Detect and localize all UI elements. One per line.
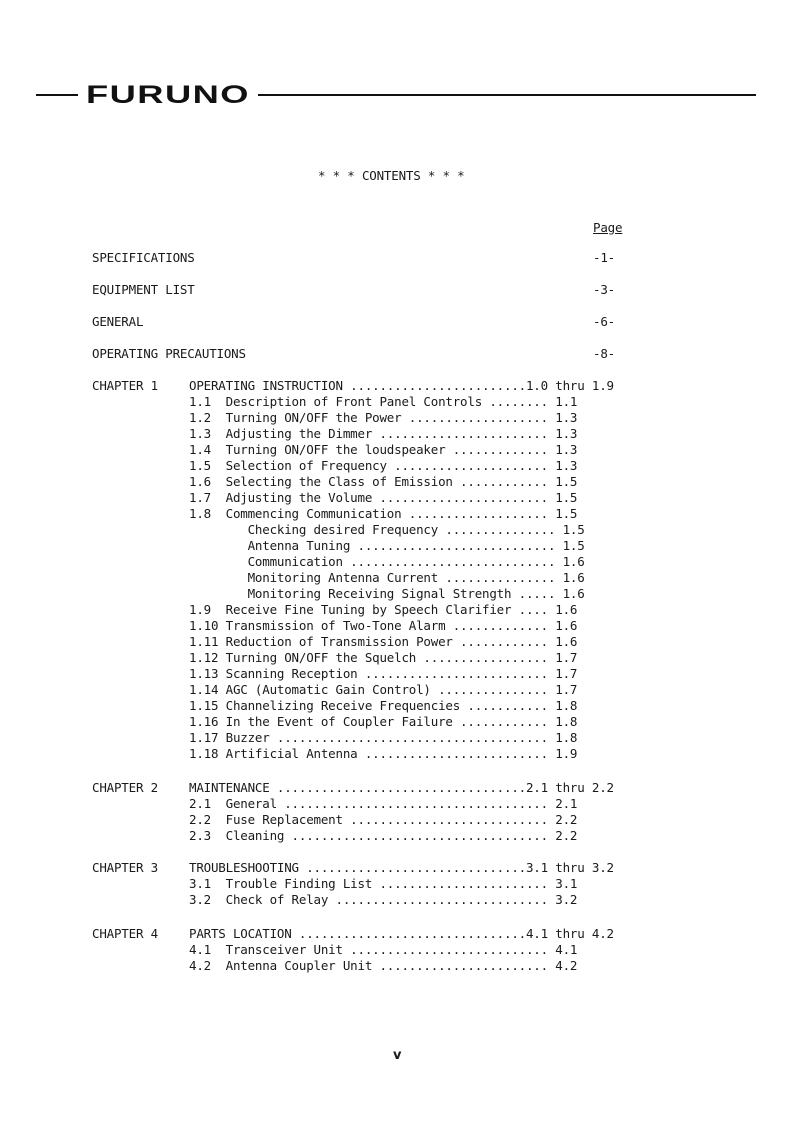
chapter-2-label: CHAPTER 2	[92, 780, 158, 795]
toc-item: 1.8 Commencing Communication ................... 1.5	[189, 506, 578, 521]
chapter-2-title: MAINTENANCE ..................................2.1 thru 2.2	[189, 780, 614, 795]
chapter-1-title: OPERATING INSTRUCTION ........................1.0 thru 1.9	[189, 378, 614, 393]
toc-item: 4.2 Antenna Coupler Unit ....................... 4.2	[189, 958, 578, 973]
toc-subitem: Checking desired Frequency ............... 1.5	[189, 522, 585, 537]
toc-item: 1.11 Reduction of Transmission Power ............ 1.6	[189, 634, 578, 649]
toc-item: 1.3 Adjusting the Dimmer ....................... 1.3	[189, 426, 578, 441]
toc-subitem: Monitoring Antenna Current ............... 1.6	[189, 570, 585, 585]
chapter-4-label: CHAPTER 4	[92, 926, 158, 941]
section-specifications-page: -1-	[593, 250, 615, 265]
toc-item: 1.15 Channelizing Receive Frequencies ........... 1.8	[189, 698, 578, 713]
furuno-logo	[86, 82, 252, 106]
header-rule-left	[36, 94, 78, 96]
toc-item: 1.9 Receive Fine Tuning by Speech Clarifier .... 1.6	[189, 602, 578, 617]
contents-title: * * * CONTENTS * * *	[318, 168, 465, 183]
toc-item: 1.17 Buzzer ..................................... 1.8	[189, 730, 578, 745]
toc-item: 3.1 Trouble Finding List ....................... 3.1	[189, 876, 578, 891]
page-number: v	[393, 1048, 402, 1063]
section-equipment-list-title: EQUIPMENT LIST	[92, 282, 195, 297]
chapter-1-label: CHAPTER 1	[92, 378, 158, 393]
page-column-label: Page	[593, 220, 623, 235]
toc-item: 1.18 Artificial Antenna ......................... 1.9	[189, 746, 578, 761]
toc-item: 1.10 Transmission of Two-Tone Alarm ............. 1.6	[189, 618, 578, 633]
section-general-title: GENERAL	[92, 314, 144, 329]
chapter-4-title: PARTS LOCATION ...............................4.1 thru 4.2	[189, 926, 614, 941]
toc-item: 1.5 Selection of Frequency ..................... 1.3	[189, 458, 578, 473]
toc-item: 1.6 Selecting the Class of Emission ............ 1.5	[189, 474, 578, 489]
toc-item: 1.1 Description of Front Panel Controls ........ 1.1	[189, 394, 578, 409]
toc-item: 1.16 In the Event of Coupler Failure ............ 1.8	[189, 714, 578, 729]
toc-item: 4.1 Transceiver Unit ........................... 4.1	[189, 942, 578, 957]
section-general-page: -6-	[593, 314, 615, 329]
toc-item: 1.13 Scanning Reception ......................... 1.7	[189, 666, 578, 681]
chapter-3-title: TROUBLESHOOTING ..............................3.1 thru 3.2	[189, 860, 614, 875]
toc-item: 1.12 Turning ON/OFF the Squelch ................. 1.7	[189, 650, 578, 665]
toc-item: 2.1 General .................................... 2.1	[189, 796, 578, 811]
toc-item: 1.2 Turning ON/OFF the Power ................... 1.3	[189, 410, 578, 425]
svg-text:FURUNO: FURUNO	[86, 82, 250, 106]
section-operating-precautions-title: OPERATING PRECAUTIONS	[92, 346, 246, 361]
section-specifications-title: SPECIFICATIONS	[92, 250, 195, 265]
chapter-3-label: CHAPTER 3	[92, 860, 158, 875]
toc-item: 1.4 Turning ON/OFF the loudspeaker ............. 1.3	[189, 442, 578, 457]
toc-subitem: Monitoring Receiving Signal Strength ..... 1.6	[189, 586, 585, 601]
header-rule-right	[258, 94, 756, 96]
toc-subitem: Antenna Tuning ........................... 1.5	[189, 538, 585, 553]
toc-item: 2.3 Cleaning ................................... 2.2	[189, 828, 578, 843]
section-operating-precautions-page: -8-	[593, 346, 615, 361]
toc-subitem: Communication ............................ 1.6	[189, 554, 585, 569]
toc-item: 2.2 Fuse Replacement ........................... 2.2	[189, 812, 578, 827]
section-equipment-list-page: -3-	[593, 282, 615, 297]
toc-item: 1.14 AGC (Automatic Gain Control) ............... 1.7	[189, 682, 578, 697]
toc-item: 1.7 Adjusting the Volume ....................... 1.5	[189, 490, 578, 505]
toc-item: 3.2 Check of Relay ............................. 3.2	[189, 892, 578, 907]
